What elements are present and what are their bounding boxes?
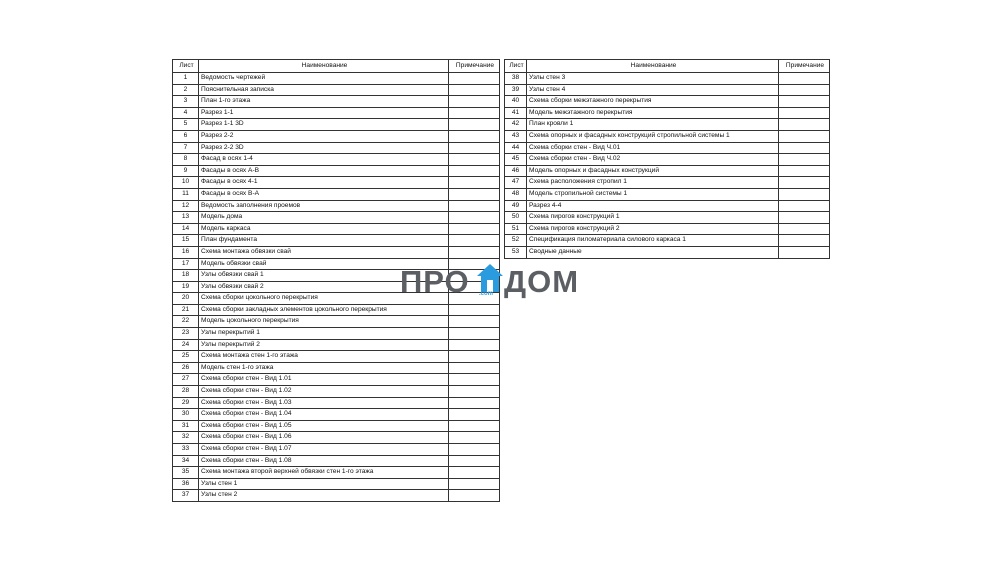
sheet-note-cell <box>779 200 830 212</box>
sheet-name-cell: Разрез 2-2 3D <box>199 142 449 154</box>
sheet-note-cell <box>779 246 830 258</box>
sheet-note-cell <box>449 386 500 398</box>
table-row <box>173 455 500 467</box>
sheet-name-cell: Узлы стен 2 <box>199 490 449 502</box>
table-header-row <box>505 60 830 73</box>
sheet-number-cell: 22 <box>173 316 199 328</box>
sheet-note-cell <box>449 478 500 490</box>
sheet-name-cell: Разрез 4-4 <box>527 200 779 212</box>
sheet-name-cell: Модель каркаса <box>199 223 449 235</box>
table-row <box>173 212 500 224</box>
table-row <box>173 188 500 200</box>
sheet-name-cell: Фасады в осях В-А <box>199 188 449 200</box>
sheet-number-cell: 19 <box>173 281 199 293</box>
table-row <box>173 200 500 212</box>
table-row <box>505 235 830 247</box>
sheet-name-cell: Фасад в осях 1-4 <box>199 154 449 166</box>
sheet-name-cell: План фундамента <box>199 235 449 247</box>
sheet-name-cell: Схема сборки стен - Вид 1.06 <box>199 432 449 444</box>
header-note: Примечание <box>779 60 830 73</box>
table-row <box>505 246 830 258</box>
sheet-note-cell <box>449 119 500 131</box>
table-row <box>173 177 500 189</box>
sheet-number-cell: 33 <box>173 444 199 456</box>
sheet-note-cell <box>449 397 500 409</box>
table-row <box>505 154 830 166</box>
sheet-note-cell <box>449 339 500 351</box>
sheet-note-cell <box>779 119 830 131</box>
sheet-number-cell: 28 <box>173 386 199 398</box>
table-row <box>505 200 830 212</box>
sheet-name-cell: Модель стропильной системы 1 <box>527 188 779 200</box>
sheet-number-cell: 49 <box>505 200 527 212</box>
table-row <box>505 188 830 200</box>
header-sheet: Лист <box>173 60 199 73</box>
table-row <box>173 467 500 479</box>
sheet-note-cell <box>449 107 500 119</box>
sheet-number-cell: 43 <box>505 130 527 142</box>
sheet-note-cell <box>779 154 830 166</box>
sheet-name-cell: Узлы обвязки свай 1 <box>199 270 449 282</box>
sheet-note-cell <box>449 362 500 374</box>
sheet-name-cell: Модель обвязки свай <box>199 258 449 270</box>
sheet-name-cell: Ведомость чертежей <box>199 73 449 85</box>
sheet-note-cell <box>449 154 500 166</box>
table-row <box>173 420 500 432</box>
sheet-note-cell <box>449 374 500 386</box>
table-row <box>173 386 500 398</box>
sheet-name-cell: Фасады в осях 4-1 <box>199 177 449 189</box>
sheet-number-cell: 51 <box>505 223 527 235</box>
sheet-number-cell: 36 <box>173 478 199 490</box>
table-row <box>173 223 500 235</box>
table-row <box>173 73 500 85</box>
sheet-number-cell: 4 <box>173 107 199 119</box>
sheet-name-cell: Пояснительная записка <box>199 84 449 96</box>
table-row <box>173 84 500 96</box>
sheet-number-cell: 6 <box>173 130 199 142</box>
sheet-name-cell: Узлы обвязки свай 2 <box>199 281 449 293</box>
sheet-number-cell: 9 <box>173 165 199 177</box>
sheet-name-cell: Схема сборки цокольного перекрытия <box>199 293 449 305</box>
sheet-name-cell: Схема сборки стен - Вид Ч.01 <box>527 142 779 154</box>
sheet-name-cell: Схема сборки закладных элементов цокольного перекрытия <box>199 304 449 316</box>
table-row <box>173 444 500 456</box>
header-name: Наименование <box>199 60 449 73</box>
sheet-number-cell: 16 <box>173 246 199 258</box>
sheet-note-cell <box>779 223 830 235</box>
sheet-number-cell: 45 <box>505 154 527 166</box>
sheet-note-cell <box>779 212 830 224</box>
sheet-name-cell: Схема сборки стен - Вид 1.03 <box>199 397 449 409</box>
sheet-number-cell: 31 <box>173 420 199 432</box>
sheet-number-cell: 50 <box>505 212 527 224</box>
sheet-number-cell: 37 <box>173 490 199 502</box>
sheet-number-cell: 52 <box>505 235 527 247</box>
drawings-list-table-right <box>504 59 830 259</box>
sheet-name-cell: Схема сборки стен - Вид 1.07 <box>199 444 449 456</box>
sheet-number-cell: 1 <box>173 73 199 85</box>
sheet-note-cell <box>449 212 500 224</box>
sheet-note-cell <box>449 177 500 189</box>
watermark-logo <box>400 262 600 298</box>
sheet-note-cell <box>449 467 500 479</box>
sheet-note-cell <box>449 235 500 247</box>
sheet-number-cell: 18 <box>173 270 199 282</box>
watermark-right-text: ДОМ <box>504 264 580 299</box>
sheet-number-cell: 23 <box>173 328 199 340</box>
sheet-name-cell: Схема монтажа стен 1-го этажа <box>199 351 449 363</box>
sheet-name-cell: Модель дома <box>199 212 449 224</box>
sheet-number-cell: 3 <box>173 96 199 108</box>
sheet-note-cell <box>449 73 500 85</box>
sheet-number-cell: 39 <box>505 84 527 96</box>
sheet-name-cell: Фасады в осях А-В <box>199 165 449 177</box>
sheet-number-cell: 20 <box>173 293 199 305</box>
table-row <box>505 165 830 177</box>
table-row <box>173 432 500 444</box>
sheet-note-cell <box>449 316 500 328</box>
sheet-note-cell <box>779 84 830 96</box>
sheet-name-cell: Узлы стен 1 <box>199 478 449 490</box>
sheet-name-cell: Модель межэтажного перекрытия <box>527 107 779 119</box>
sheet-name-cell: Узлы перекрытий 1 <box>199 328 449 340</box>
sheet-name-cell: Схема опорных и фасадных конструкций стропильной системы 1 <box>527 130 779 142</box>
sheet-note-cell <box>449 246 500 258</box>
table-row <box>173 119 500 131</box>
table-row <box>505 177 830 189</box>
table-row <box>505 142 830 154</box>
table-row <box>173 246 500 258</box>
sheet-number-cell: 29 <box>173 397 199 409</box>
sheet-note-cell <box>779 188 830 200</box>
sheet-number-cell: 30 <box>173 409 199 421</box>
sheet-note-cell <box>449 188 500 200</box>
sheet-number-cell: 48 <box>505 188 527 200</box>
table-row <box>505 96 830 108</box>
sheet-name-cell: Узлы стен 4 <box>527 84 779 96</box>
sheet-note-cell <box>779 142 830 154</box>
table-row <box>173 328 500 340</box>
sheet-name-cell: Схема пирогов конструкций 1 <box>527 212 779 224</box>
sheet-name-cell: Схема расположения стропил 1 <box>527 177 779 189</box>
table-row <box>173 96 500 108</box>
sheet-note-cell <box>449 84 500 96</box>
sheet-name-cell: Схема сборки стен - Вид 1.02 <box>199 386 449 398</box>
watermark-domain: .com <box>479 291 494 297</box>
sheet-number-cell: 2 <box>173 84 199 96</box>
table-header-row <box>173 60 500 73</box>
sheet-number-cell: 15 <box>173 235 199 247</box>
sheet-name-cell: Схема сборки стен - Вид 1.01 <box>199 374 449 386</box>
sheet-number-cell: 53 <box>505 246 527 258</box>
sheet-note-cell <box>779 96 830 108</box>
sheet-name-cell: Сводные данные <box>527 246 779 258</box>
watermark-left-text: ПРО <box>400 264 470 299</box>
sheet-number-cell: 21 <box>173 304 199 316</box>
sheet-note-cell <box>779 130 830 142</box>
sheet-name-cell: План кровли 1 <box>527 119 779 131</box>
sheet-number-cell: 34 <box>173 455 199 467</box>
sheet-note-cell <box>449 351 500 363</box>
sheet-number-cell: 13 <box>173 212 199 224</box>
table-row <box>505 107 830 119</box>
sheet-number-cell: 35 <box>173 467 199 479</box>
sheet-name-cell: Схема сборки стен - Вид 1.04 <box>199 409 449 421</box>
sheet-number-cell: 27 <box>173 374 199 386</box>
table-row <box>505 130 830 142</box>
table-row <box>505 84 830 96</box>
table-row <box>505 223 830 235</box>
sheet-note-cell <box>449 142 500 154</box>
sheet-number-cell: 38 <box>505 73 527 85</box>
sheet-name-cell: Схема монтажа второй верхней обвязки стен 1-го этажа <box>199 467 449 479</box>
sheet-name-cell: Модель цокольного перекрытия <box>199 316 449 328</box>
table-row <box>173 165 500 177</box>
sheet-name-cell: Схема пирогов конструкций 2 <box>527 223 779 235</box>
sheet-name-cell: План 1-го этажа <box>199 96 449 108</box>
sheet-note-cell <box>449 420 500 432</box>
table-row <box>173 130 500 142</box>
sheet-name-cell: Спецификация пиломатериала силового каркаса 1 <box>527 235 779 247</box>
table-row <box>173 478 500 490</box>
sheet-number-cell: 12 <box>173 200 199 212</box>
sheet-note-cell <box>449 304 500 316</box>
sheet-name-cell: Разрез 1-1 <box>199 107 449 119</box>
sheet-note-cell <box>449 490 500 502</box>
sheet-number-cell: 44 <box>505 142 527 154</box>
sheet-name-cell: Схема монтажа обвязки свай <box>199 246 449 258</box>
sheet-note-cell <box>449 444 500 456</box>
sheet-name-cell: Разрез 2-2 <box>199 130 449 142</box>
table-row <box>173 351 500 363</box>
sheet-note-cell <box>449 455 500 467</box>
table-row <box>173 362 500 374</box>
table-row <box>173 397 500 409</box>
sheet-name-cell: Узлы перекрытий 2 <box>199 339 449 351</box>
table-row <box>173 490 500 502</box>
sheet-name-cell: Ведомость заполнения проемов <box>199 200 449 212</box>
header-note: Примечание <box>449 60 500 73</box>
sheet-number-cell: 11 <box>173 188 199 200</box>
table-row <box>173 235 500 247</box>
sheet-note-cell <box>449 432 500 444</box>
sheet-name-cell: Схема сборки стен - Вид 1.05 <box>199 420 449 432</box>
sheet-name-cell: Модель стен 1-го этажа <box>199 362 449 374</box>
sheet-note-cell <box>779 73 830 85</box>
sheet-number-cell: 8 <box>173 154 199 166</box>
sheet-note-cell <box>449 200 500 212</box>
table-row <box>173 374 500 386</box>
table-row <box>173 316 500 328</box>
table-row <box>173 107 500 119</box>
sheet-name-cell: Узлы стен 3 <box>527 73 779 85</box>
table-row <box>173 339 500 351</box>
sheet-name-cell: Схема сборки стен - Вид Ч.02 <box>527 154 779 166</box>
right-table-body <box>505 73 830 259</box>
sheet-number-cell: 41 <box>505 107 527 119</box>
sheet-number-cell: 24 <box>173 339 199 351</box>
table-row <box>505 73 830 85</box>
sheet-number-cell: 42 <box>505 119 527 131</box>
sheet-note-cell <box>449 165 500 177</box>
table-row <box>505 212 830 224</box>
table-row <box>173 142 500 154</box>
sheet-number-cell: 40 <box>505 96 527 108</box>
sheet-number-cell: 7 <box>173 142 199 154</box>
sheet-note-cell <box>449 223 500 235</box>
sheet-number-cell: 32 <box>173 432 199 444</box>
sheet-number-cell: 26 <box>173 362 199 374</box>
sheet-note-cell <box>779 235 830 247</box>
sheet-number-cell: 25 <box>173 351 199 363</box>
sheet-note-cell <box>449 96 500 108</box>
sheet-name-cell: Схема сборки стен - Вид 1.08 <box>199 455 449 467</box>
sheet-number-cell: 10 <box>173 177 199 189</box>
sheet-note-cell <box>779 165 830 177</box>
sheet-note-cell <box>449 130 500 142</box>
sheet-number-cell: 17 <box>173 258 199 270</box>
header-name: Наименование <box>527 60 779 73</box>
table-row <box>505 119 830 131</box>
sheet-name-cell: Модель опорных и фасадных конструкций <box>527 165 779 177</box>
sheet-number-cell: 46 <box>505 165 527 177</box>
table-row <box>173 304 500 316</box>
sheet-note-cell <box>449 409 500 421</box>
sheet-name-cell: Разрез 1-1 3D <box>199 119 449 131</box>
sheet-number-cell: 5 <box>173 119 199 131</box>
header-sheet: Лист <box>505 60 527 73</box>
sheet-note-cell <box>449 328 500 340</box>
table-row <box>173 409 500 421</box>
sheet-note-cell <box>779 107 830 119</box>
table-row <box>173 154 500 166</box>
sheet-name-cell: Схема сборки межэтажного перекрытия <box>527 96 779 108</box>
sheet-note-cell <box>779 177 830 189</box>
sheet-number-cell: 14 <box>173 223 199 235</box>
sheet-number-cell: 47 <box>505 177 527 189</box>
